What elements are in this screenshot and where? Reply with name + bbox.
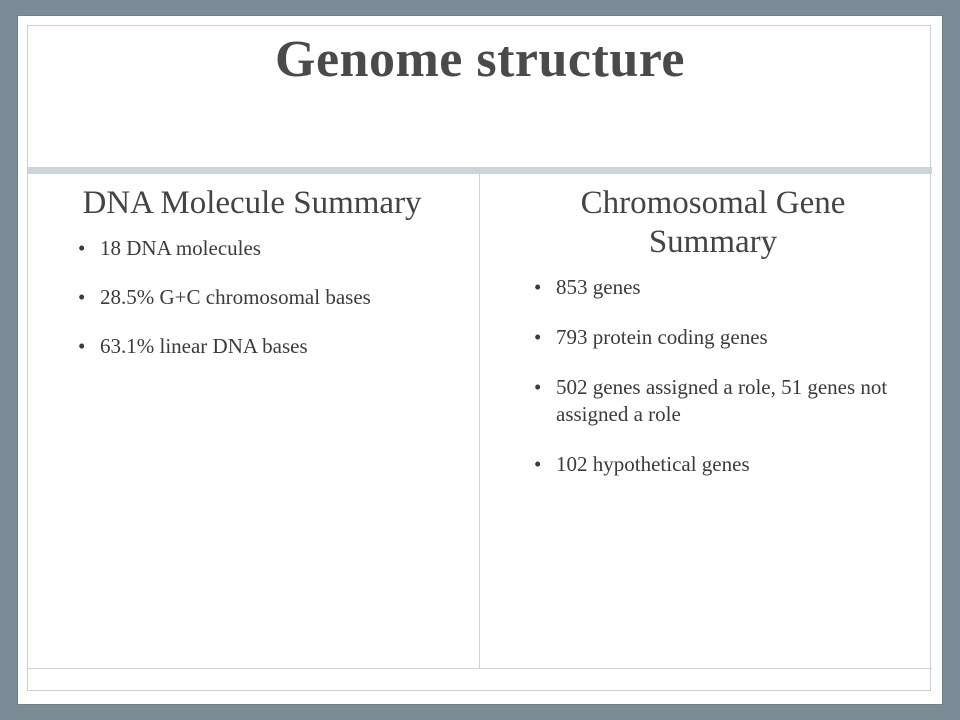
right-bullet-list xyxy=(518,274,908,478)
list-item-text: 502 genes assigned a role, 51 genes not assigned a role xyxy=(556,375,888,426)
list-item xyxy=(62,333,442,360)
list-item-text: 63.1% linear DNA bases xyxy=(100,334,308,358)
bullet-icon: • xyxy=(534,325,542,349)
left-bullet-list xyxy=(62,235,442,360)
left-column xyxy=(62,184,442,382)
list-item xyxy=(518,274,908,301)
bullet-icon: • xyxy=(78,334,86,358)
list-item xyxy=(518,374,908,428)
list-item-text: 102 hypothetical genes xyxy=(556,452,750,476)
bullet-icon: • xyxy=(534,452,542,476)
list-item xyxy=(62,284,442,311)
bullet-icon: • xyxy=(534,375,542,399)
list-item xyxy=(62,235,442,262)
title-divider xyxy=(28,167,932,174)
right-column xyxy=(518,184,908,501)
bullet-icon: • xyxy=(78,236,86,260)
footer-divider xyxy=(28,668,932,669)
bullet-icon: • xyxy=(534,275,542,299)
right-column-heading: Chromosomal Gene Summary xyxy=(580,185,846,260)
left-column-heading: DNA Molecule Summary xyxy=(82,185,422,221)
list-item-text: 18 DNA molecules xyxy=(100,236,261,260)
list-item-text: 853 genes xyxy=(556,275,641,299)
column-divider xyxy=(479,174,480,669)
slide-frame xyxy=(18,16,942,704)
list-item-text: 793 protein coding genes xyxy=(556,325,768,349)
list-item xyxy=(518,324,908,351)
slide-title: Genome structure xyxy=(275,31,685,88)
list-item-text: 28.5% G+C chromosomal bases xyxy=(100,285,371,309)
bullet-icon: • xyxy=(78,285,86,309)
list-item xyxy=(518,451,908,478)
